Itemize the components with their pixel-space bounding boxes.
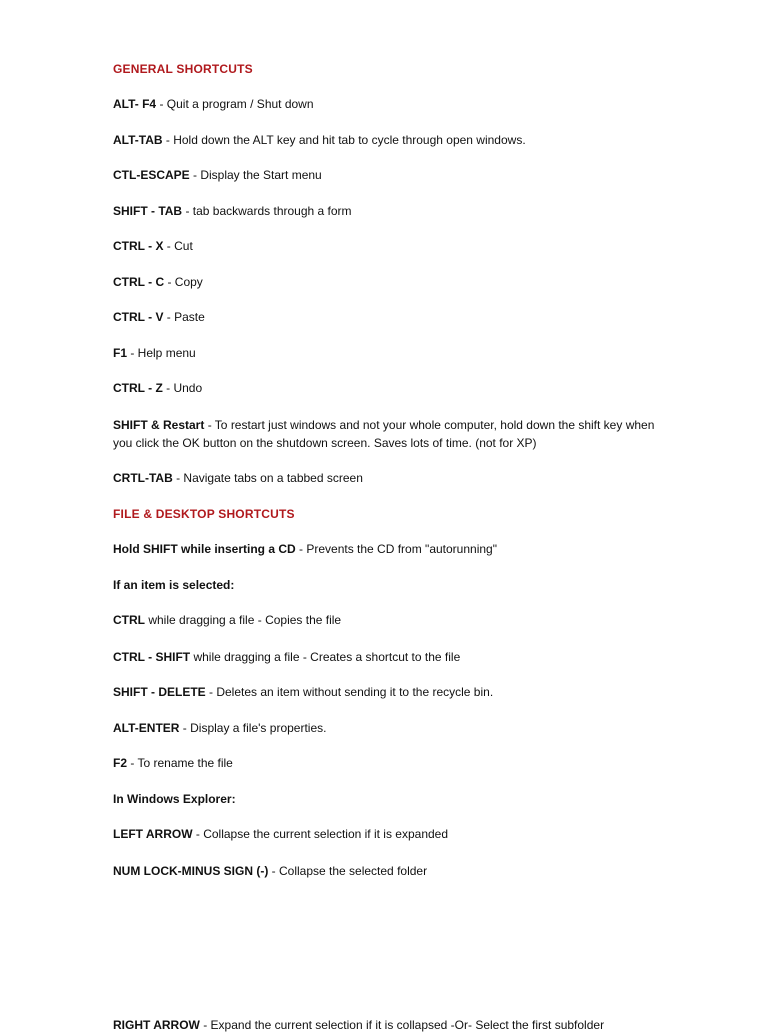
shortcut-desc: - Collapse the selected folder xyxy=(268,864,428,878)
shortcut-key: NUM LOCK-MINUS SIGN (-) xyxy=(113,864,269,878)
shortcut-key: F1 xyxy=(113,346,128,360)
shortcut-line xyxy=(113,95,673,113)
shortcut-line xyxy=(113,754,673,772)
shortcut-key: SHIFT - DELETE xyxy=(113,685,206,699)
shortcut-line xyxy=(113,344,673,362)
shortcut-line xyxy=(113,237,673,255)
shortcut-line xyxy=(113,611,673,629)
shortcut-key: CTRL - SHIFT xyxy=(113,650,191,664)
shortcut-key: ALT- F4 xyxy=(113,97,157,111)
shortcut-line xyxy=(113,825,673,843)
shortcut-key: SHIFT & Restart xyxy=(113,418,205,432)
shortcut-desc: - To rename the file xyxy=(127,756,233,770)
shortcut-key: SHIFT - TAB xyxy=(113,204,183,218)
shortcut-desc: - Deletes an item without sending it to the recycle bin. xyxy=(205,685,494,699)
shortcut-line xyxy=(113,719,673,737)
shortcut-key: CTRL - V xyxy=(113,310,164,324)
shortcut-line xyxy=(113,683,673,701)
shortcut-line xyxy=(113,379,673,397)
subheading-text: If an item is selected: xyxy=(113,578,235,592)
subheading-text: In Windows Explorer: xyxy=(113,792,236,806)
shortcut-desc: while dragging a file - Copies the file xyxy=(145,613,342,627)
shortcut-desc: - Undo xyxy=(162,381,203,395)
shortcut-desc: - Expand the current selection if it is collapsed -Or- Select the first subfolder xyxy=(199,1018,605,1032)
shortcut-line xyxy=(113,469,673,487)
shortcut-line xyxy=(113,540,673,558)
shortcut-desc: - tab backwards through a form xyxy=(182,204,352,218)
shortcut-desc: - Display a file's properties. xyxy=(179,721,327,735)
shortcut-key: ALT-TAB xyxy=(113,133,163,147)
shortcut-desc: - Collapse the current selection if it is expanded xyxy=(192,827,449,841)
shortcut-key: F2 xyxy=(113,756,128,770)
shortcut-line xyxy=(113,308,673,326)
shortcut-line xyxy=(113,131,673,149)
shortcut-line xyxy=(113,273,673,291)
shortcut-line xyxy=(113,862,673,880)
shortcut-desc: - Copy xyxy=(164,275,203,289)
shortcut-key: LEFT ARROW xyxy=(113,827,193,841)
shortcut-desc: - Quit a program / Shut down xyxy=(156,97,314,111)
shortcut-key: CRTL-TAB xyxy=(113,471,173,485)
shortcut-line xyxy=(113,416,673,452)
shortcut-desc: - Help menu xyxy=(127,346,196,360)
shortcut-key: RIGHT ARROW xyxy=(113,1018,200,1032)
shortcut-desc: - Navigate tabs on a tabbed screen xyxy=(172,471,363,485)
shortcut-key: CTL-ESCAPE xyxy=(113,168,190,182)
shortcut-desc: - Paste xyxy=(163,310,205,324)
shortcut-key: CTRL - X xyxy=(113,239,164,253)
file-desktop-shortcuts-heading: FILE & DESKTOP SHORTCUTS xyxy=(113,507,295,521)
shortcut-desc: while dragging a file - Creates a shortcut to the file xyxy=(190,650,461,664)
cutoff-shortcut-line xyxy=(113,1016,673,1034)
general-shortcuts-heading: GENERAL SHORTCUTS xyxy=(113,62,253,76)
shortcut-key: CTRL - Z xyxy=(113,381,163,395)
shortcut-key: CTRL xyxy=(113,613,145,627)
shortcut-desc: - Hold down the ALT key and hit tab to cycle through open windows. xyxy=(162,133,526,147)
shortcut-desc: - Cut xyxy=(163,239,193,253)
shortcut-key: CTRL - C xyxy=(113,275,165,289)
shortcut-line xyxy=(113,202,673,220)
document-page xyxy=(113,0,673,1032)
shortcut-line xyxy=(113,166,673,184)
subheading xyxy=(113,576,673,594)
subheading xyxy=(113,790,673,808)
shortcut-line xyxy=(113,648,673,666)
shortcut-desc: - Prevents the CD from "autorunning" xyxy=(295,542,497,556)
shortcut-key: ALT-ENTER xyxy=(113,721,180,735)
shortcut-desc: - Display the Start menu xyxy=(189,168,322,182)
shortcut-desc: - To restart just windows and not your whole computer, hold down the shift key when you click the OK button on the shutdown screen. Saves lots of time. (not for XP) xyxy=(113,418,655,450)
shortcut-key: Hold SHIFT while inserting a CD xyxy=(113,542,296,556)
